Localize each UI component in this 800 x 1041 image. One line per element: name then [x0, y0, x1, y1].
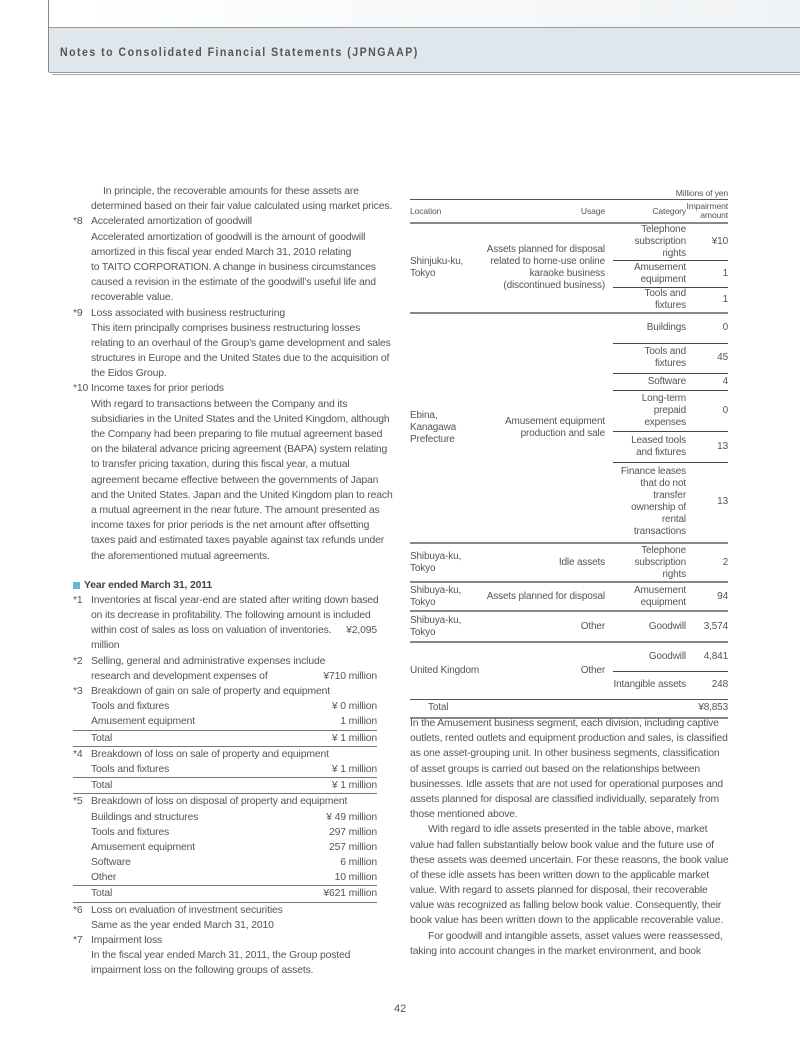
line-text: a mutual agreement in the near future. The amount presented as: [91, 504, 380, 516]
category-cell: Goodwill: [613, 611, 686, 642]
amount-cell: 45: [686, 343, 728, 373]
line-text: Tools and fixtures: [91, 763, 170, 775]
line-text: Accelerated amortization of goodwill: [91, 216, 252, 228]
line-text: to TAITO CORPORATION. A change in business circumstances: [91, 261, 376, 273]
header-divider: [52, 74, 800, 75]
line-text: Impairment loss: [91, 935, 163, 946]
location-cell: Shinjuku-ku, Tokyo: [410, 223, 480, 313]
line-text: of these idle assets has been written down to the applicable market: [410, 869, 709, 881]
note-number: *8: [73, 216, 83, 228]
line-text: Software: [91, 857, 131, 869]
amount: ¥2,095: [346, 625, 377, 637]
line-text: Same as the year ended March 31, 2010: [91, 919, 274, 931]
usage-cell: Assets planned for disposal: [480, 582, 613, 611]
text-line: [73, 654, 377, 669]
line-text: of asset groups is carried out based on the relationships between: [410, 763, 701, 775]
category-cell: Buildings: [613, 313, 686, 343]
text-line: [73, 290, 377, 305]
amount-cell: 13: [686, 462, 728, 543]
line-text: agreement became effective between the governments of Japan: [91, 474, 379, 486]
line-text: income taxes for prior periods is the net amount after offsetting: [91, 520, 370, 532]
line-text: Loss on evaluation of investment securities: [91, 904, 283, 916]
text-line: [73, 366, 377, 381]
line-text: In the Amusement business segment, each division, including captive: [410, 718, 719, 729]
line-text: million: [91, 640, 120, 652]
category-cell: Software: [613, 373, 686, 390]
amount: ¥ 49 million: [326, 811, 377, 823]
text-line: [73, 794, 377, 809]
usage-cell: Assets planned for disposal related to home-use online karaoke business (discontinued business): [480, 223, 613, 313]
total-amount: ¥8,853: [686, 699, 728, 718]
total-label: Total: [410, 699, 686, 718]
text-line: [73, 886, 377, 902]
line-text: With regard to idle assets presented in the table above, market: [428, 824, 708, 836]
amount-cell: 1: [686, 261, 728, 288]
amount-cell: 2: [686, 543, 728, 582]
text-line: [73, 825, 377, 840]
amount: 6 million: [340, 857, 377, 869]
amount: ¥ 0 million: [331, 701, 377, 713]
text-line: [73, 503, 380, 518]
text-line: [410, 883, 730, 898]
text-line: [410, 898, 730, 913]
category-cell: Long-term prepaid expenses: [613, 390, 686, 431]
line-text: on the bilateral advance pricing agreement (BAPA) system relating: [91, 444, 388, 456]
text-line: [73, 260, 377, 275]
category-cell: Intangible assets: [613, 671, 686, 699]
amount-cell: 13: [686, 431, 728, 462]
line-text: amortized in this fiscal year ended March 31, 2010 relating: [91, 246, 352, 258]
text-line: [73, 275, 377, 290]
line-text: recoverable value.: [91, 292, 174, 304]
text-line: [410, 777, 730, 792]
text-line: [73, 731, 377, 747]
amount: 10 million: [334, 872, 377, 884]
line-text: relating to an overhaul of the Group’s game development and sales: [91, 337, 391, 349]
table-row: [410, 582, 728, 611]
category-cell: Leased tools and fixtures: [613, 431, 686, 462]
location-cell: Shibuya-ku, Tokyo: [410, 582, 480, 611]
section-heading: [73, 578, 377, 593]
text-line: [73, 336, 391, 351]
line-text: on its decrease in profitability. The following amount is included: [91, 610, 371, 622]
line-text: value had fallen substantially below book value and the future use of: [410, 839, 714, 851]
line-text: Total: [91, 732, 113, 744]
line-text: Total: [91, 888, 113, 900]
text-line: [410, 944, 730, 959]
line-text: Loss associated with business restructuring: [91, 307, 285, 319]
usage-cell: Amusement equipment production and sale: [480, 313, 613, 543]
text-line: [73, 214, 377, 229]
text-line: [73, 669, 377, 684]
text-line: [73, 457, 377, 472]
text-line: [73, 870, 377, 886]
text-line: [73, 918, 377, 933]
text-line: [73, 963, 377, 978]
amount-cell: 0: [686, 390, 728, 431]
note-number: *1: [73, 594, 83, 606]
amount-cell: 4,841: [686, 642, 728, 671]
line-text: value. With regard to assets planned for disposal, their recoverable: [410, 885, 708, 897]
line-text: those mentioned above.: [410, 809, 518, 821]
usage-cell: Other: [480, 642, 613, 699]
text-line: [73, 810, 377, 825]
col-category: Category: [613, 200, 686, 223]
line-text: Breakdown of gain on sale of property and equipment: [91, 686, 331, 697]
text-line: [73, 473, 377, 488]
note-number: *4: [73, 748, 83, 760]
text-line: [410, 822, 730, 837]
line-text: the Company had been preparing to file mutual agreement based: [91, 429, 383, 440]
text-line: [73, 762, 377, 778]
category-cell: Telephone subscription rights: [613, 543, 686, 582]
line-text: Tools and fixtures: [91, 701, 170, 713]
amount: ¥ 1 million: [331, 780, 377, 792]
line-text: Other: [91, 872, 117, 884]
line-text: Total: [91, 780, 113, 792]
text-line: [73, 381, 377, 396]
amount: ¥710 million: [323, 670, 377, 682]
amount: ¥ 1 million: [331, 763, 377, 775]
table-row: [410, 223, 728, 261]
text-line: [73, 412, 390, 427]
location-cell: United Kingdom: [410, 642, 480, 699]
table-row: [410, 642, 728, 671]
text-line: [410, 868, 730, 883]
text-line: [410, 807, 730, 822]
text-line: [73, 608, 377, 623]
page-number: 42: [394, 1003, 407, 1015]
amount-cell: 1: [686, 288, 728, 314]
text-line: [73, 245, 377, 260]
impairment-table: [410, 200, 728, 719]
note-number: *9: [73, 307, 83, 319]
text-line: [73, 840, 377, 855]
line-text: taxes paid and estimated taxes payable against tax refunds under: [91, 535, 385, 547]
category-cell: Tools and fixtures: [613, 288, 686, 314]
line-text: structures in Europe and the United States due to the acquisition of: [91, 353, 390, 365]
text-line: [73, 903, 377, 918]
text-line: [73, 397, 377, 412]
category-cell: Amusement equipment: [613, 261, 686, 288]
category-cell: Telephone subscription rights: [613, 223, 686, 261]
category-cell: Finance leases that do not transfer ownership of rental transactions: [613, 462, 686, 543]
text-line: [73, 855, 377, 870]
amount: ¥ 1 million: [331, 732, 377, 744]
line-text: and the United States. Japan and the United Kingdom plan to reach: [91, 489, 393, 501]
line-text: determined based on their fair value calculated using market prices.: [91, 201, 393, 213]
amount: 297 million: [328, 826, 377, 838]
text-line: [73, 306, 377, 321]
text-line: [410, 716, 730, 731]
line-text: research and development expenses of: [91, 670, 268, 682]
text-line: [73, 230, 377, 245]
line-text: Buildings and structures: [91, 811, 199, 823]
table-row: [410, 313, 728, 343]
amount: ¥621 million: [323, 888, 377, 900]
line-text: Selling, general and administrative expenses include: [91, 655, 326, 667]
impairment-table-section: [410, 188, 728, 719]
line-text: For goodwill and intangible assets, asset values were reassessed,: [428, 930, 723, 942]
amount: 1 million: [340, 716, 377, 728]
line-text: Income taxes for prior periods: [91, 383, 224, 395]
line-text: book value has been written down to the applicable recoverable value.: [410, 915, 724, 927]
col-location: Location: [410, 200, 480, 223]
text-line: [73, 184, 377, 199]
line-text: Year ended March 31, 2011: [84, 579, 212, 591]
note-number: *3: [73, 686, 83, 697]
line-text: assets planned for disposal are classified individually, separately from: [410, 793, 719, 805]
line-text: within cost of sales as loss on valuation of inventories.: [91, 625, 332, 637]
note-number: *2: [73, 655, 83, 667]
location-cell: Shibuya-ku, Tokyo: [410, 543, 480, 582]
usage-cell: Other: [480, 611, 613, 642]
total-row: [410, 699, 728, 718]
table-unit: Millions of yen: [410, 188, 728, 200]
text-line: [410, 746, 730, 761]
line-text: This item principally comprises business restructuring losses: [91, 322, 361, 334]
text-line: [73, 533, 385, 548]
text-line: [73, 948, 377, 963]
text-line: [73, 427, 383, 442]
amount-cell: 248: [686, 671, 728, 699]
line-text: With regard to transactions between the Company and its: [91, 398, 348, 410]
line-text: subsidiaries in the United States and the United Kingdom, although: [91, 413, 390, 425]
line-text: these assets was deemed uncertain. For these reasons, the book value: [410, 854, 729, 866]
amount-cell: 3,574: [686, 611, 728, 642]
line-text: Inventories at fiscal year-end are stated after writing down based: [91, 594, 379, 606]
location-cell: Ebina, Kanagawa Prefecture: [410, 313, 480, 543]
header-top-area: [0, 0, 800, 27]
text-line: [73, 442, 388, 457]
category-cell: Goodwill: [613, 642, 686, 671]
impairment-explanation: [410, 716, 730, 959]
line-text: businesses. Idle assets that are not used for operational purposes and: [410, 778, 723, 790]
text-line: [73, 933, 377, 948]
text-line: [73, 623, 377, 638]
page-title: Notes to Consolidated Financial Statements (JPNGAAP): [60, 47, 419, 59]
line-text: impairment loss on the following groups of assets.: [91, 965, 314, 977]
line-text: value was recognized as falling below book value. Consequently, their: [410, 900, 722, 912]
text-line: [410, 913, 730, 928]
amount-cell: 4: [686, 373, 728, 390]
line-text: Amusement equipment: [91, 716, 195, 728]
text-line: [410, 853, 730, 868]
amount-cell: 94: [686, 582, 728, 611]
text-line: [410, 731, 730, 746]
text-line: [410, 792, 730, 807]
text-line: [73, 488, 393, 503]
line-text: Breakdown of loss on disposal of property and equipment: [91, 796, 348, 808]
square-bullet-icon: [73, 582, 80, 589]
text-line: [73, 638, 377, 653]
line-text: Accelerated amortization of goodwill is the amount of goodwill: [91, 231, 366, 243]
text-line: [73, 778, 377, 794]
text-line: [410, 838, 730, 853]
line-text: to transfer pricing taxation, during this fiscal year, a mutual: [91, 459, 350, 471]
line-text: Breakdown of loss on sale of property and equipment: [91, 748, 329, 760]
text-line: [73, 351, 390, 366]
amount-cell: 0: [686, 313, 728, 343]
line-text: the Eidos Group.: [91, 368, 167, 380]
text-line: [73, 747, 377, 762]
category-cell: Tools and fixtures: [613, 343, 686, 373]
line-text: Tools and fixtures: [91, 826, 170, 838]
note-number: *10: [73, 383, 89, 395]
line-text: the aforementioned mutual agreements.: [91, 550, 270, 562]
text-line: [410, 929, 730, 944]
location-cell: Shibuya-ku, Tokyo: [410, 611, 480, 642]
left-column-notes: [73, 184, 393, 979]
text-line: [73, 199, 393, 214]
note-number: *7: [73, 935, 83, 946]
col-amount: Impairment amount: [686, 200, 728, 223]
usage-cell: Idle assets: [480, 543, 613, 582]
line-text: outlets, rented outlets and equipment production and sales, is classified: [410, 733, 728, 745]
line-text: In principle, the recoverable amounts for these assets are: [103, 186, 359, 197]
text-line: [73, 518, 377, 533]
amount: 257 million: [328, 841, 377, 853]
amount-cell: ¥10: [686, 223, 728, 261]
note-number: *6: [73, 904, 83, 916]
text-line: [73, 699, 377, 714]
line-text: caused a revision in the estimate of the goodwill’s useful life and: [91, 277, 376, 289]
line-text: In the fiscal year ended March 31, 2011, the Group posted: [91, 950, 351, 962]
text-line: [73, 549, 377, 564]
text-line: [73, 684, 377, 699]
text-line: [410, 762, 730, 777]
col-usage: Usage: [480, 200, 613, 223]
table-row: [410, 611, 728, 642]
note-number: *5: [73, 796, 83, 808]
line-text: taking into account changes in the market environment, and book: [410, 945, 701, 957]
table-header-row: [410, 200, 728, 223]
text-line: [73, 714, 377, 730]
line-text: Amusement equipment: [91, 841, 195, 853]
text-line: [73, 321, 377, 336]
text-line: [73, 593, 377, 608]
table-row: [410, 543, 728, 582]
line-text: as one asset-grouping unit. In other business segments, classification: [410, 748, 720, 760]
category-cell: Amusement equipment: [613, 582, 686, 611]
